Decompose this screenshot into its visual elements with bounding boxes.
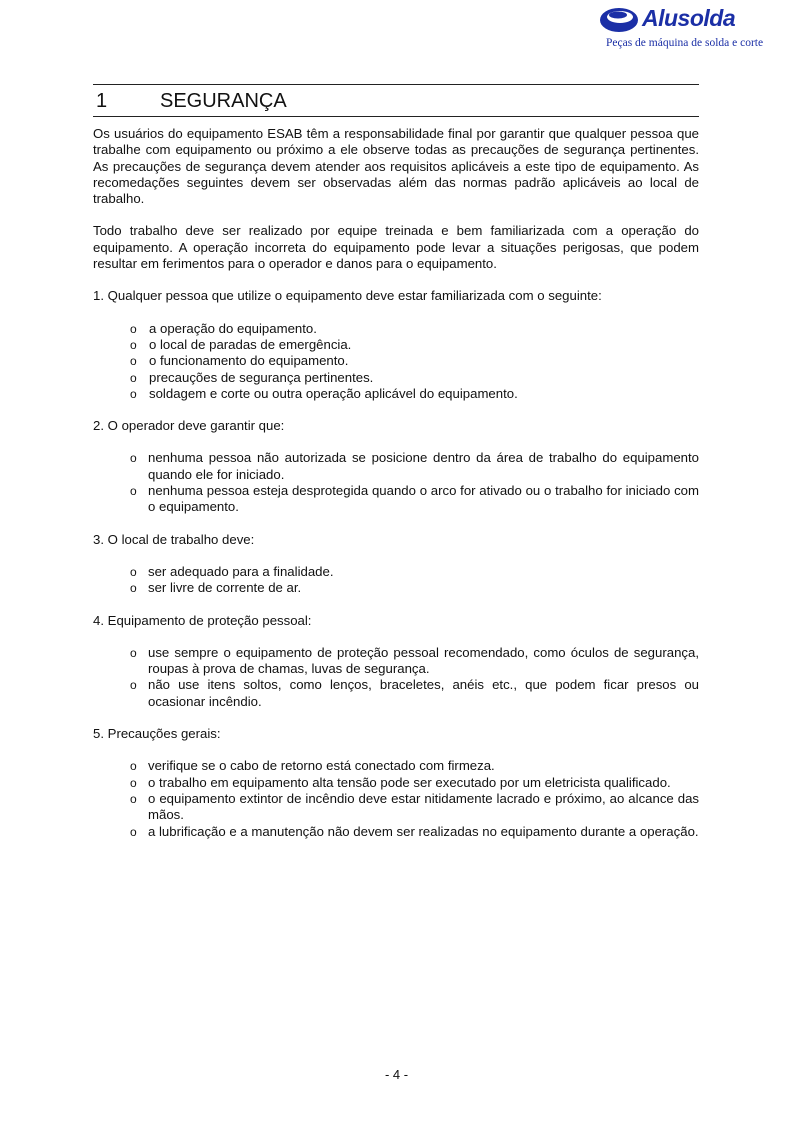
list-item: o o funcionamento do equipamento. [130,353,349,369]
bullet-icon: o [130,370,137,385]
item-2-list [93,450,699,515]
logo-tagline: Peças de máquina de solda e corte [606,37,764,49]
bullet-icon: o [130,645,137,660]
logo-swoosh-icon [598,5,642,35]
section-number: 1 [96,90,108,112]
item-5-list [93,758,699,839]
list-item: o o local de paradas de emergência. [130,336,352,352]
bullet-icon: o [130,451,137,466]
list-item: o verifique se o cabo de retorno está conectado com firmeza. [130,758,495,774]
bullet-icon: o [130,824,137,839]
section-title: SEGURANÇA [160,90,287,112]
list-item: o nenhuma pessoa esteja desprotegida quando o arco for ativado ou o trabalho for iniciado com o equipamento. [130,483,699,515]
item-2-heading: 2. O operador deve garantir que: [93,418,285,434]
item-3-list [93,564,699,597]
list-item: o o trabalho em equipamento alta tensão pode ser executado por um eletricista qualificado. [130,774,671,790]
heading-top-rule [93,84,699,85]
bullet-icon: o [130,759,137,774]
company-logo [598,3,764,53]
bullet-icon: o [130,791,137,806]
list-item: o use sempre o equipamento de proteção pessoal recomendado, como óculos de segurança, roupas à prova de chamas, luvas de segurança. [130,644,699,677]
page-number: - 4 - [384,1067,409,1082]
list-item: o soldagem e corte ou outra operação aplicável do equipamento. [130,385,518,401]
list-item: o a operação do equipamento. [130,320,317,336]
bullet-icon: o [130,321,137,336]
list-item: o a lubrificação e a manutenção não devem ser realizadas no equipamento durante a operação. [130,823,699,839]
bullet-icon: o [130,775,137,790]
bullet-icon: o [130,386,137,401]
item-1-heading: 1. Qualquer pessoa que utilize o equipamento deve estar familiarizada com o seguinte: [93,288,602,304]
item-1-list [93,321,699,402]
bullet-icon: o [130,678,137,693]
bullet-icon: o [130,337,137,352]
intro-paragraph-2: Todo trabalho deve ser realizado por equipe treinada e bem familiarizada com a operação do equipamento. A operação incorreta do equipamento pode levar a situações perigosas, que podem resultar em ferimentos para o operador e danos para o equipamento. [93,223,699,272]
item-4-heading: 4. Equipamento de proteção pessoal: [93,612,312,628]
intro-paragraph-1: Os usuários do equipamento ESAB têm a responsabilidade final por garantir que qualquer pessoa que trabalhe com equipamento ou próximo a ele observe todas as precauções de segurança pertinentes. As precauções de segurança devem atender aos requisitos aplicáveis a este tipo de equipamento. As recomedações seguintes devem ser observadas além das normas padrão aplicáveis ao local de trabalho. [93,126,699,207]
item-5-heading: 5. Precauções gerais: [93,726,221,742]
heading-bottom-rule [93,116,699,117]
list-item: o não use itens soltos, como lenços, braceletes, anéis etc., que podem ficar presos ou ocasionar incêndio. [130,677,699,709]
list-item: o ser livre de corrente de ar. [130,580,302,596]
list-item: o ser adequado para a finalidade. [130,563,334,579]
bullet-icon: o [130,354,137,369]
item-4-list [93,645,699,710]
list-item: o o equipamento extintor de incêndio deve estar nitidamente lacrado e próximo, ao alcance das mãos. [130,790,699,823]
list-item: o nenhuma pessoa não autorizada se posicione dentro da área de trabalho do equipamento quando ele for iniciado. [130,450,699,482]
bullet-icon: o [130,581,137,596]
item-3-heading: 3. O local de trabalho deve: [93,531,255,547]
bullet-icon: o [130,564,137,579]
list-item: o precauções de segurança pertinentes. [130,369,374,385]
logo-name: Alusolda [642,5,736,31]
document-body [93,126,699,840]
bullet-icon: o [130,484,137,499]
